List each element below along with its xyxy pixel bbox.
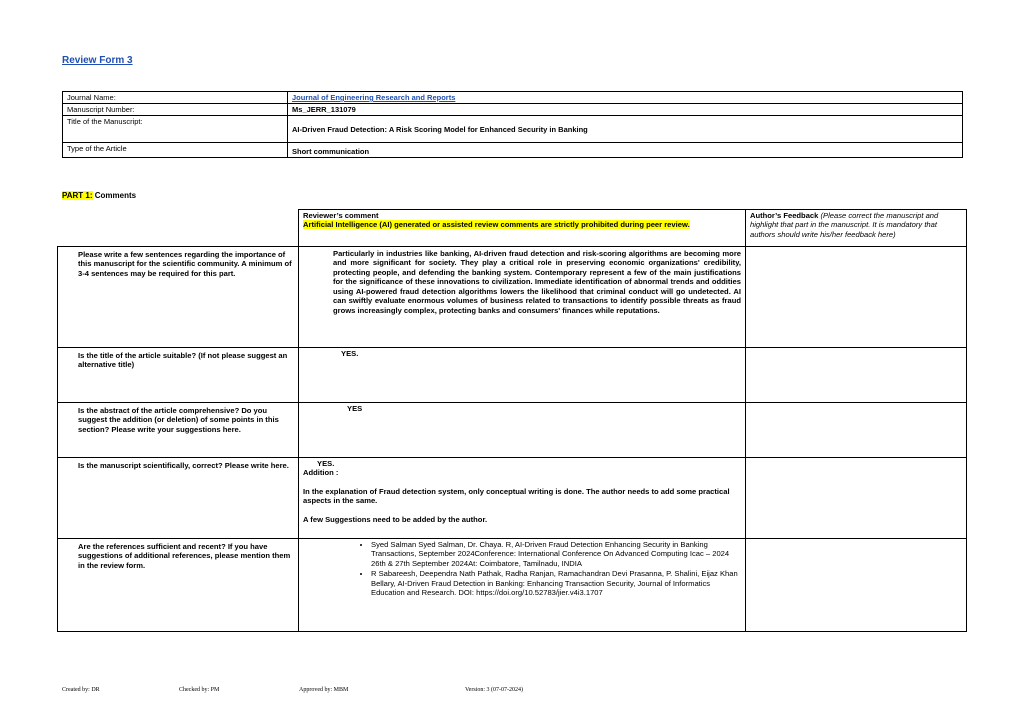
part-label: PART 1: (62, 191, 93, 200)
table-row (58, 458, 967, 539)
table-row (63, 92, 963, 104)
ai-warning: Artificial Intelligence (AI) generated or assisted review comments are strictly prohibited during peer review. (303, 220, 690, 230)
comment-addition: Addition : (303, 468, 339, 478)
author-feedback-note: (Please correct the manuscript and highlight that part in the manuscript. It is mandatory that authors should write his/her feedback here) (750, 211, 939, 239)
author-feedback-cell[interactable] (746, 247, 967, 348)
question-references: Are the references sufficient and recent? If you have suggestions of additional references, please mention them in the review form. (58, 539, 299, 632)
footer-approved: Approved by: MBM (299, 687, 349, 693)
comment-scientific (299, 458, 746, 539)
comment-paragraph-1: In the explanation of Fraud detection system, only conceptual writing is done. The author needs to add some practical aspects in the same. (303, 486, 730, 506)
reviewer-title: Reviewer’s comment (303, 211, 379, 220)
table-row (58, 539, 967, 632)
comment-yes: YES. (317, 459, 335, 468)
manuscript-info-table (62, 91, 963, 158)
comment-importance: Particularly in industries like banking, AI-driven fraud detection and risk-scoring algorithms are becoming more and more significant for society. They play a critical role in preserving economic organizations' credibility, protecting people, and defending the banking system. Contemporary represent a few of the main justifications for the significance of these innovations to civilization. Immediate identification of abnormal trends and oddities using AI-powered fraud detection algorithms lowers the likelihood that criminal conduct will go undetected. AI can swiftly evaluate enormous volumes of business related to transactions to identify possible threats as fraud grows increasingly complex, protecting banks and consumers' finances while reputations. (299, 247, 746, 348)
comment-abstract: YES (299, 403, 746, 458)
journal-label: Journal Name: (63, 92, 288, 104)
question-title: Is the title of the article suitable? (If not please suggest an alternative title) (58, 348, 299, 403)
table-row (63, 104, 963, 116)
comment-title: YES. (299, 348, 746, 403)
manuscript-number-value: Ms_JERR_131079 (288, 104, 963, 116)
comments-table (57, 209, 967, 632)
table-row (58, 348, 967, 403)
author-feedback-cell[interactable] (746, 348, 967, 403)
journal-link[interactable]: Journal of Engineering Research and Reports (292, 93, 456, 102)
reference-list (303, 540, 741, 598)
manuscript-title-value: AI-Driven Fraud Detection: A Risk Scoring Model for Enhanced Security in Banking (288, 116, 963, 143)
manuscript-number-label: Manuscript Number: (63, 104, 288, 116)
comment-paragraph-2: A few Suggestions need to be added by the author. (303, 514, 488, 524)
empty-header-cell (58, 210, 299, 247)
author-header (746, 210, 967, 247)
reference-item: • R Sabareesh, Deependra Nath Pathak, Radha Ranjan, Ramachandran Devi Prasanna, P. Shalini, Eijaz Khan Bellary, AI-Driven Fraud Detection in Banking: Enhancing Transaction Security, Journal of Informatics Education and Research. DOI: https://doi.org/10.52783/jier.v4i3.1707 (371, 569, 741, 597)
form-title: Review Form 3 (62, 55, 133, 66)
part-title: Comments (94, 191, 137, 200)
footer-checked: Checked by: PM (179, 687, 220, 693)
author-feedback-cell[interactable] (746, 539, 967, 632)
reference-item: • Syed Salman Syed Salman, Dr. Chaya. R, AI-Driven Fraud Detection Enhancing Security in Banking Transactions, September 2024Conference: International Conference On Advanced Computing Icac – 2024 26th & 27th September 2024At: Coimbatore, Tamilnadu, INDIA (371, 540, 741, 568)
table-row (63, 116, 963, 143)
part-heading (62, 191, 136, 200)
table-row (58, 403, 967, 458)
footer-version: Version: 3 (07-07-2024) (465, 687, 523, 693)
table-row (58, 247, 967, 348)
author-feedback-title: Author’s Feedback (750, 211, 819, 220)
author-feedback-cell[interactable] (746, 458, 967, 539)
header-row (58, 210, 967, 247)
reviewer-header (299, 210, 746, 247)
question-importance: Please write a few sentences regarding the importance of this manuscript for the scientific community. A minimum of 3-4 sentences may be required for this part. (58, 247, 299, 348)
table-row (63, 143, 963, 158)
article-type-label: Type of the Article (63, 143, 288, 158)
manuscript-title-label: Title of the Manuscript: (63, 116, 288, 143)
comment-references (299, 539, 746, 632)
footer-created: Created by: DR (62, 687, 100, 693)
author-feedback-cell[interactable] (746, 403, 967, 458)
question-scientific: Is the manuscript scientifically, correct? Please write here. (58, 458, 299, 539)
article-type-value: Short communication (288, 143, 963, 158)
question-abstract: Is the abstract of the article comprehensive? Do you suggest the addition (or deletion) of some points in this section? Please write your suggestions here. (58, 403, 299, 458)
